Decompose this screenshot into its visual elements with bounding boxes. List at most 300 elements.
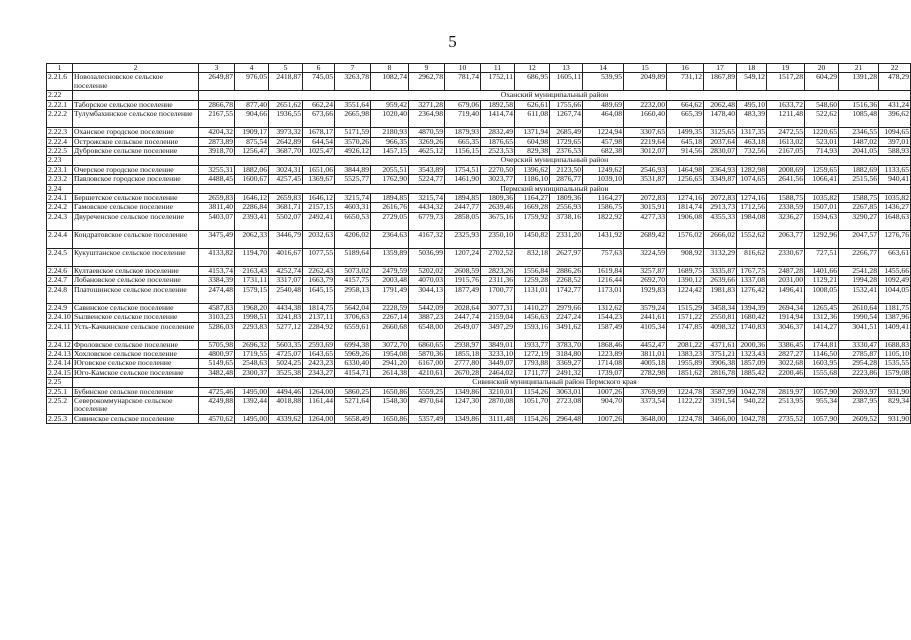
value-cell: 2167,55 bbox=[199, 110, 235, 128]
table-row bbox=[47, 414, 911, 423]
value-cell: 3706,63 bbox=[335, 313, 371, 322]
value-cell: 1678,17 bbox=[303, 128, 335, 137]
value-cell: 1544,23 bbox=[583, 313, 624, 322]
value-cell: 3103,23 bbox=[199, 313, 235, 322]
row-id: 2.24.3 bbox=[47, 212, 73, 230]
row-id: 2.24.14 bbox=[48, 358, 71, 368]
settlement-name: Бершетское сельское поселение bbox=[73, 194, 199, 203]
value-cell: 1688,83 bbox=[879, 340, 911, 349]
value-cell: 3525,38 bbox=[269, 368, 303, 377]
value-cell: 955,34 bbox=[805, 396, 839, 414]
value-cell: 2670,28 bbox=[445, 368, 481, 377]
column-number: 14 bbox=[583, 64, 624, 73]
value-cell: 2055,51 bbox=[371, 165, 409, 174]
value-cell: 745,05 bbox=[303, 73, 335, 91]
value-cell: 3579,24 bbox=[624, 303, 667, 312]
value-cell: 2159,04 bbox=[481, 313, 515, 322]
value-cell: 3330,47 bbox=[839, 340, 879, 349]
value-cell: 1391,28 bbox=[839, 73, 879, 91]
value-cell: 1487,02 bbox=[839, 137, 879, 146]
value-cell: 2659,83 bbox=[199, 194, 235, 203]
value-cell: 3475,49 bbox=[199, 230, 235, 248]
table-row bbox=[47, 322, 911, 340]
value-cell: 1247,30 bbox=[445, 396, 481, 414]
row-id: 2.24.10 bbox=[48, 312, 71, 322]
value-cell: 1990,54 bbox=[839, 313, 879, 322]
value-cell: 875,54 bbox=[235, 137, 269, 146]
value-cell: 2702,52 bbox=[481, 248, 515, 266]
table-row bbox=[47, 73, 911, 91]
value-cell: 1267,74 bbox=[550, 110, 583, 128]
settlement-name: Павловское городское поселение bbox=[73, 175, 199, 184]
value-cell: 1739,07 bbox=[583, 368, 624, 377]
value-cell: 1651,06 bbox=[303, 165, 335, 174]
value-cell: 3587,99 bbox=[704, 387, 737, 396]
value-cell: 3449,07 bbox=[481, 359, 515, 368]
value-cell: 1571,22 bbox=[667, 313, 704, 322]
value-cell: 5277,12 bbox=[269, 322, 303, 340]
value-cell: 2541,28 bbox=[839, 266, 879, 275]
value-cell: 662,24 bbox=[303, 100, 335, 109]
section-row bbox=[47, 91, 911, 100]
value-cell: 966,35 bbox=[371, 137, 409, 146]
value-cell: 1894,85 bbox=[371, 194, 409, 203]
value-cell: 1478,40 bbox=[704, 110, 737, 128]
column-number: 2 bbox=[73, 64, 199, 73]
value-cell: 2873,89 bbox=[199, 137, 235, 146]
value-cell: 908,92 bbox=[667, 248, 704, 266]
value-cell: 2546,93 bbox=[624, 165, 667, 174]
row-id: 2.24.15 bbox=[48, 367, 71, 377]
value-cell: 1105,10 bbox=[879, 349, 911, 358]
value-cell: 4339,62 bbox=[269, 414, 303, 423]
value-cell: 3458,34 bbox=[704, 303, 737, 312]
value-cell: 1586,75 bbox=[583, 203, 624, 212]
value-cell: 1868,46 bbox=[583, 340, 624, 349]
value-cell: 1867,89 bbox=[704, 73, 737, 91]
value-cell: 464,08 bbox=[583, 110, 624, 128]
value-cell: 1517,28 bbox=[767, 73, 805, 91]
settlement-name: Гамовское сельское поселение bbox=[73, 203, 199, 212]
row-id: 2.25.2 bbox=[47, 396, 73, 414]
value-cell: 1020,40 bbox=[371, 110, 409, 128]
value-cell: 1731,11 bbox=[235, 276, 269, 285]
value-cell: 4098,32 bbox=[704, 322, 737, 340]
settlement-name: Хохловское сельское поселение bbox=[73, 349, 199, 358]
value-cell: 5559,25 bbox=[409, 387, 445, 396]
column-number: 1 bbox=[47, 64, 73, 73]
value-cell: 719,40 bbox=[445, 110, 481, 128]
value-cell: 1224,94 bbox=[583, 128, 624, 137]
value-cell: 1981,83 bbox=[704, 285, 737, 303]
value-cell: 3369,27 bbox=[550, 359, 583, 368]
value-cell: 1700,77 bbox=[481, 285, 515, 303]
value-cell: 2556,93 bbox=[550, 203, 583, 212]
value-cell: 1619,84 bbox=[583, 266, 624, 275]
settlement-name: Усть-Качкинское сельское поселение bbox=[73, 322, 199, 340]
settlement-name: Бубинское сельское поселение bbox=[73, 387, 199, 396]
value-cell: 1359,89 bbox=[371, 248, 409, 266]
value-cell: 2464,02 bbox=[481, 368, 515, 377]
value-cell: 940,22 bbox=[737, 396, 767, 414]
value-cell: 3191,54 bbox=[704, 396, 737, 414]
value-cell: 5149,65 bbox=[199, 359, 235, 368]
value-cell: 1936,55 bbox=[269, 110, 303, 128]
section-row bbox=[47, 156, 911, 165]
column-number: 17 bbox=[704, 64, 737, 73]
value-cell: 1646,12 bbox=[303, 194, 335, 203]
value-cell: 1714,08 bbox=[583, 359, 624, 368]
value-cell: 2376,53 bbox=[550, 147, 583, 156]
value-cell: 3044,13 bbox=[409, 285, 445, 303]
value-cell: 1879,93 bbox=[445, 128, 481, 137]
value-cell: 4252,74 bbox=[269, 266, 303, 275]
value-cell: 2137,11 bbox=[303, 313, 335, 322]
value-cell: 431,24 bbox=[879, 100, 911, 109]
value-cell: 1576,02 bbox=[667, 230, 704, 248]
value-cell: 757,63 bbox=[583, 248, 624, 266]
value-cell: 1129,21 bbox=[805, 276, 839, 285]
value-cell: 1650,86 bbox=[371, 414, 409, 423]
value-cell: 3335,87 bbox=[704, 266, 737, 275]
value-cell: 2300,37 bbox=[235, 368, 269, 377]
value-cell: 3844,89 bbox=[335, 165, 371, 174]
value-cell: 1264,00 bbox=[303, 414, 335, 423]
value-cell: 2472,55 bbox=[767, 128, 805, 137]
value-cell: 3215,74 bbox=[409, 194, 445, 203]
value-cell: 2913,73 bbox=[704, 203, 737, 212]
table-row bbox=[47, 110, 911, 128]
value-cell: 1256,47 bbox=[235, 147, 269, 156]
value-cell: 1371,94 bbox=[515, 128, 550, 137]
value-cell: 976,05 bbox=[235, 73, 269, 91]
value-cell: 2167,05 bbox=[767, 147, 805, 156]
section-blank-cell bbox=[73, 378, 199, 387]
value-cell: 1588,75 bbox=[839, 194, 879, 203]
value-cell: 2666,02 bbox=[704, 230, 737, 248]
value-cell: 5224,77 bbox=[409, 175, 445, 184]
row-id: 2.24.2 bbox=[47, 203, 73, 212]
value-cell: 1587,49 bbox=[583, 322, 624, 340]
value-cell: 4970,64 bbox=[409, 396, 445, 414]
value-cell: 2364,98 bbox=[409, 110, 445, 128]
value-cell: 1312,62 bbox=[583, 303, 624, 312]
settlement-name: Савинское сельское поселение bbox=[73, 303, 199, 312]
value-cell: 2163,43 bbox=[235, 266, 269, 275]
table-row bbox=[47, 359, 911, 368]
value-cell: 1579,15 bbox=[235, 285, 269, 303]
value-cell: 1042,78 bbox=[737, 387, 767, 396]
value-cell: 2247,24 bbox=[550, 313, 583, 322]
value-cell: 1154,26 bbox=[515, 387, 550, 396]
value-cell: 1648,63 bbox=[879, 212, 911, 230]
value-cell: 904,66 bbox=[235, 110, 269, 128]
row-id: 2.21.6 bbox=[47, 73, 73, 91]
value-cell: 1051,70 bbox=[515, 396, 550, 414]
value-cell: 1039,10 bbox=[583, 175, 624, 184]
value-cell: 2028,64 bbox=[445, 303, 481, 312]
value-cell: 5870,36 bbox=[409, 349, 445, 358]
value-cell: 1532,41 bbox=[839, 285, 879, 303]
value-cell: 3482,48 bbox=[199, 368, 235, 377]
value-cell: 4725,46 bbox=[199, 387, 235, 396]
value-cell: 4452,47 bbox=[624, 340, 667, 349]
value-cell: 4157,75 bbox=[335, 276, 371, 285]
section-blank-cell bbox=[73, 156, 199, 165]
value-cell: 604,98 bbox=[515, 137, 550, 146]
value-cell: 959,42 bbox=[371, 100, 409, 109]
table-row bbox=[47, 230, 911, 248]
value-cell: 1156,15 bbox=[445, 147, 481, 156]
value-cell: 4870,59 bbox=[409, 128, 445, 137]
value-cell: 1851,62 bbox=[667, 368, 704, 377]
value-cell: 2037,64 bbox=[704, 137, 737, 146]
value-cell: 2876,77 bbox=[550, 175, 583, 184]
value-cell: 1876,65 bbox=[481, 137, 515, 146]
value-cell: 457,98 bbox=[583, 137, 624, 146]
value-cell: 3263,78 bbox=[335, 73, 371, 91]
value-cell: 664,62 bbox=[667, 100, 704, 109]
value-cell: 1892,58 bbox=[481, 100, 515, 109]
value-cell: 3906,38 bbox=[704, 359, 737, 368]
value-cell: 4210,61 bbox=[409, 368, 445, 377]
value-cell: 2262,43 bbox=[303, 266, 335, 275]
value-cell: 1042,78 bbox=[737, 414, 767, 423]
table-row bbox=[47, 313, 911, 322]
row-id: 2.24.9 bbox=[47, 303, 73, 312]
value-cell: 6994,38 bbox=[335, 340, 371, 349]
value-cell: 2418,87 bbox=[269, 73, 303, 91]
value-cell: 1456,63 bbox=[515, 313, 550, 322]
value-cell: 1712,56 bbox=[737, 203, 767, 212]
settlement-name: Дубровское сельское поселение bbox=[73, 147, 199, 156]
value-cell: 3648,00 bbox=[624, 414, 667, 423]
column-number: 20 bbox=[805, 64, 839, 73]
settlement-name: Таборское сельское поселение bbox=[73, 100, 199, 109]
value-cell: 1464,98 bbox=[667, 165, 704, 174]
value-cell: 2866,78 bbox=[199, 100, 235, 109]
value-cell: 3570,26 bbox=[335, 137, 371, 146]
value-cell: 1274,16 bbox=[737, 194, 767, 203]
table-row bbox=[47, 248, 911, 266]
value-cell: 1929,83 bbox=[624, 285, 667, 303]
table-row bbox=[47, 147, 911, 156]
value-cell: 1207,24 bbox=[445, 248, 481, 266]
value-cell: 2387,95 bbox=[839, 396, 879, 414]
value-cell: 4488,45 bbox=[199, 175, 235, 184]
section-row bbox=[47, 378, 911, 387]
value-cell: 1909,17 bbox=[235, 128, 269, 137]
value-cell: 1814,74 bbox=[667, 203, 704, 212]
column-number: 11 bbox=[481, 64, 515, 73]
value-cell: 6860,65 bbox=[409, 340, 445, 349]
settlement-name: Платошинское сельское поселение bbox=[73, 285, 199, 303]
value-cell: 1394,39 bbox=[737, 303, 767, 312]
value-cell: 3531,87 bbox=[624, 175, 667, 184]
value-cell: 663,61 bbox=[879, 248, 911, 266]
value-cell: 2062,48 bbox=[704, 100, 737, 109]
value-cell: 2830,07 bbox=[704, 147, 737, 156]
value-cell: 1461,90 bbox=[445, 175, 481, 184]
value-cell: 5525,77 bbox=[335, 175, 371, 184]
value-cell: 645,18 bbox=[667, 137, 704, 146]
value-cell: 1915,76 bbox=[445, 276, 481, 285]
value-cell: 3373,54 bbox=[624, 396, 667, 414]
row-id: 2.24.13 bbox=[48, 348, 71, 358]
value-cell: 4153,74 bbox=[199, 266, 235, 275]
value-cell: 1224,78 bbox=[667, 414, 704, 423]
row-id: 2.24.4 bbox=[47, 230, 73, 248]
row-id: 2.24.11 bbox=[47, 322, 73, 340]
value-cell: 1369,67 bbox=[303, 175, 335, 184]
value-cell: 1323,43 bbox=[737, 349, 767, 358]
value-cell: 2330,67 bbox=[767, 248, 805, 266]
value-cell: 2610,64 bbox=[839, 303, 879, 312]
settlement-name: Кукуштанское сельское поселение bbox=[73, 248, 199, 266]
settlement-name: Новозалесновское сельское поселение bbox=[73, 73, 199, 91]
value-cell: 1057,90 bbox=[805, 387, 839, 396]
value-cell: 1173,01 bbox=[583, 285, 624, 303]
value-cell: 5502,07 bbox=[269, 212, 303, 230]
row-id: 2.23.1 bbox=[47, 165, 73, 174]
value-cell: 1410,27 bbox=[515, 303, 550, 312]
value-cell: 1092,49 bbox=[879, 276, 911, 285]
column-number: 3 bbox=[199, 64, 235, 73]
value-cell: 1161,44 bbox=[303, 396, 335, 414]
value-cell: 1650,86 bbox=[371, 387, 409, 396]
value-cell: 5024,25 bbox=[269, 359, 303, 368]
settlement-name: Лобановское сельское поселение bbox=[73, 276, 199, 285]
value-cell: 3769,99 bbox=[624, 387, 667, 396]
table-row bbox=[47, 276, 911, 285]
value-cell: 3132,29 bbox=[704, 248, 737, 266]
value-cell: 3241,83 bbox=[269, 313, 303, 322]
value-cell: 1272,19 bbox=[515, 349, 550, 358]
value-cell: 940,41 bbox=[879, 175, 911, 184]
value-cell: 2072,83 bbox=[624, 194, 667, 203]
row-id: 2.24.5 bbox=[47, 248, 73, 266]
value-cell: 1885,42 bbox=[737, 368, 767, 377]
value-cell: 2072,83 bbox=[704, 194, 737, 203]
value-cell: 1744,81 bbox=[805, 340, 839, 349]
value-cell: 1603,95 bbox=[805, 359, 839, 368]
value-cell: 1729,65 bbox=[550, 137, 583, 146]
value-cell: 1759,92 bbox=[515, 212, 550, 230]
value-cell: 1007,26 bbox=[583, 387, 624, 396]
value-cell: 3497,29 bbox=[481, 322, 515, 340]
settlement-name: Северокоммунарское сельское поселение bbox=[73, 396, 199, 414]
value-cell: 1593,16 bbox=[515, 322, 550, 340]
value-cell: 2267,85 bbox=[839, 203, 879, 212]
value-cell: 4133,82 bbox=[199, 248, 235, 266]
value-cell: 2964,48 bbox=[550, 414, 583, 423]
value-cell: 396,62 bbox=[879, 110, 911, 128]
value-cell: 3233,10 bbox=[481, 349, 515, 358]
value-cell: 3015,91 bbox=[624, 203, 667, 212]
value-cell: 3290,27 bbox=[839, 212, 879, 230]
value-cell: 522,62 bbox=[805, 110, 839, 128]
settlement-name: Острожское сельское поселение bbox=[73, 137, 199, 146]
value-cell: 1082,74 bbox=[371, 73, 409, 91]
value-cell: 931,90 bbox=[879, 387, 911, 396]
value-cell: 727,51 bbox=[805, 248, 839, 266]
value-cell: 1822,92 bbox=[583, 212, 624, 230]
value-cell: 4625,12 bbox=[409, 147, 445, 156]
value-cell: 3384,39 bbox=[199, 276, 235, 285]
value-cell: 1933,77 bbox=[515, 340, 550, 349]
section-title: Сивинский муниципальный район Пермского края bbox=[199, 378, 911, 387]
value-cell: 1742,77 bbox=[550, 285, 583, 303]
value-cell: 2550,81 bbox=[704, 313, 737, 322]
value-cell: 626,61 bbox=[515, 100, 550, 109]
value-cell: 5860,25 bbox=[335, 387, 371, 396]
value-cell: 1035,82 bbox=[879, 194, 911, 203]
value-cell: 3783,70 bbox=[550, 340, 583, 349]
value-cell: 1663,79 bbox=[303, 276, 335, 285]
value-cell: 1740,83 bbox=[737, 322, 767, 340]
row-id: 2.22.3 bbox=[47, 128, 73, 137]
value-cell: 1256,65 bbox=[667, 175, 704, 184]
section-title: Очерский муниципальный район bbox=[199, 156, 911, 165]
value-cell: 2479,59 bbox=[371, 266, 409, 275]
value-cell: 1855,18 bbox=[445, 349, 481, 358]
value-cell: 4257,45 bbox=[269, 175, 303, 184]
value-cell: 2639,46 bbox=[481, 203, 515, 212]
value-cell: 2157,15 bbox=[303, 203, 335, 212]
value-cell: 463,18 bbox=[737, 137, 767, 146]
value-cell: 2441,61 bbox=[624, 313, 667, 322]
value-cell: 1276,42 bbox=[737, 285, 767, 303]
value-cell: 1164,27 bbox=[515, 194, 550, 203]
value-cell: 2364,63 bbox=[371, 230, 409, 248]
value-cell: 2614,38 bbox=[371, 368, 409, 377]
value-cell: 1814,75 bbox=[303, 303, 335, 312]
value-cell: 2649,87 bbox=[199, 73, 235, 91]
value-cell: 2513,95 bbox=[767, 396, 805, 414]
value-cell: 2047,57 bbox=[839, 230, 879, 248]
value-cell: 1857,09 bbox=[737, 359, 767, 368]
value-cell: 1600,67 bbox=[235, 175, 269, 184]
value-cell: 2008,69 bbox=[767, 165, 805, 174]
value-cell: 2735,52 bbox=[767, 414, 805, 423]
table-row bbox=[47, 128, 911, 137]
value-cell: 523,01 bbox=[805, 137, 839, 146]
value-cell: 3072,70 bbox=[371, 340, 409, 349]
value-cell: 1646,12 bbox=[235, 194, 269, 203]
tariff-table bbox=[46, 63, 911, 424]
value-cell: 1396,62 bbox=[515, 165, 550, 174]
value-cell: 2827,27 bbox=[767, 349, 805, 358]
value-cell: 2548,63 bbox=[235, 359, 269, 368]
value-cell: 2200,46 bbox=[767, 368, 805, 377]
value-cell: 1499,35 bbox=[667, 128, 704, 137]
value-cell: 1224,78 bbox=[667, 387, 704, 396]
value-cell: 1035,82 bbox=[805, 194, 839, 203]
value-cell: 2979,66 bbox=[550, 303, 583, 312]
value-cell: 1436,27 bbox=[879, 203, 911, 212]
value-cell: 1317,35 bbox=[737, 128, 767, 137]
value-cell: 2832,49 bbox=[481, 128, 515, 137]
value-cell: 2003,48 bbox=[371, 276, 409, 285]
row-id: 2.25.3 bbox=[47, 414, 73, 423]
value-cell: 2447,77 bbox=[445, 203, 481, 212]
value-cell: 2393,41 bbox=[235, 212, 269, 230]
value-cell: 1588,75 bbox=[767, 194, 805, 203]
value-cell: 2609,52 bbox=[839, 414, 879, 423]
value-cell: 4005,18 bbox=[624, 359, 667, 368]
column-number: 21 bbox=[839, 64, 879, 73]
value-cell: 2649,07 bbox=[445, 322, 481, 340]
